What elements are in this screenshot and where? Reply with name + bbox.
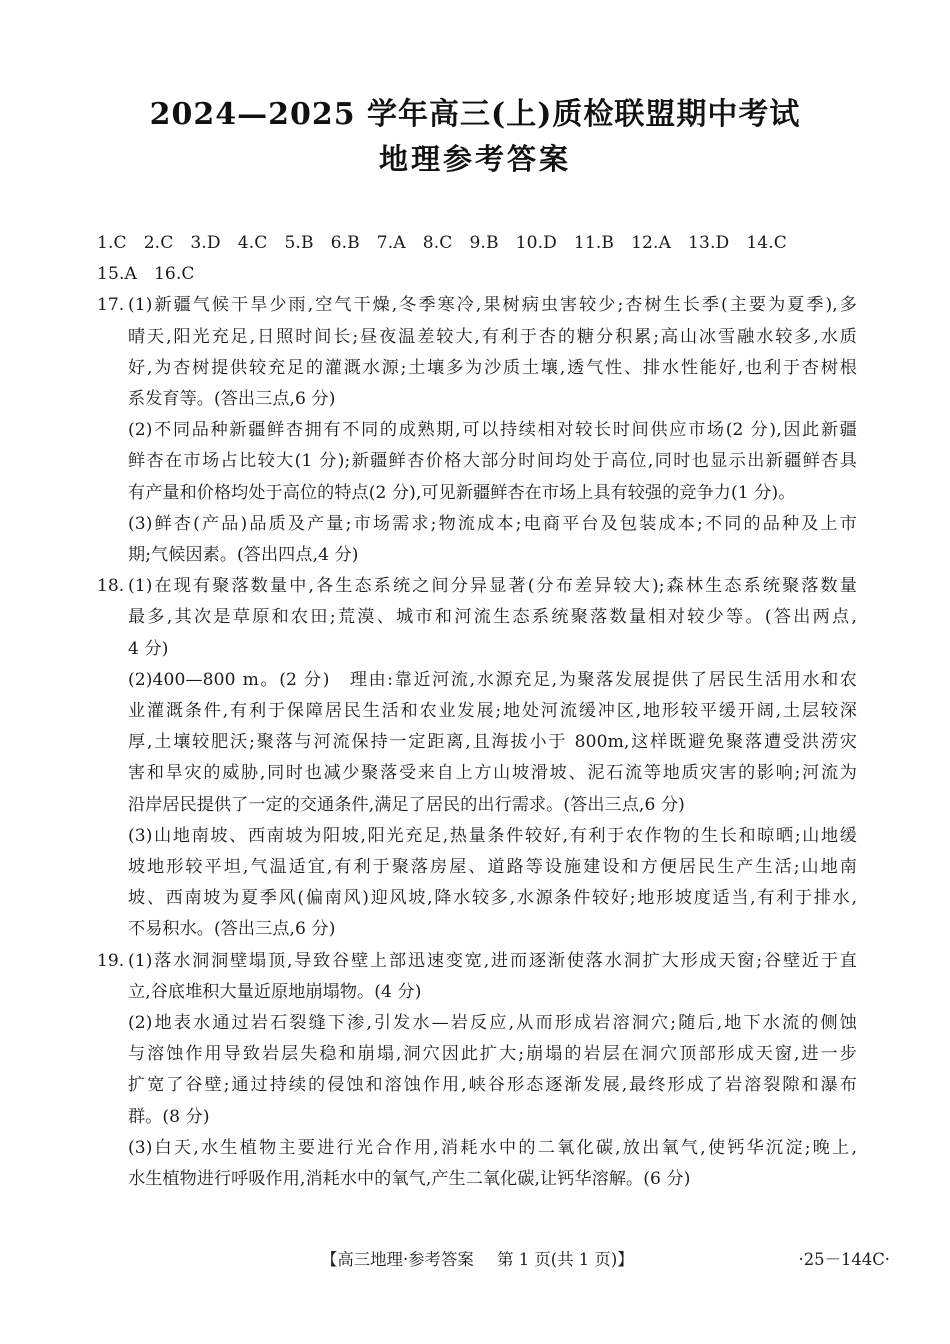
answer-line: 好,为杏树提供较充足的灌溉水源;土壤多为沙质土壤,透气性、排水性能好,也利于杏树根 [128, 357, 857, 378]
sub-question-label: (3) [128, 1137, 153, 1158]
sub-question-label: (1) [128, 295, 153, 316]
answer-text: 鲜杏(产品)品质及产量;市场需求;物流成本;电商平台及包装成本;不同的品种及上市 [152, 513, 857, 534]
sub-question-label: (2) [128, 1013, 153, 1034]
mcq-answer-1: 15.A [97, 264, 137, 285]
mcq-answer-14: 14.C [746, 233, 787, 253]
answer-line: 不易积水。(答出三点,6 分) [128, 919, 336, 940]
sub-question-label: (1) [128, 576, 153, 597]
answer-line [128, 665, 857, 696]
subject-answer-title: 地理参考答案 [378, 141, 571, 176]
mcq-answer-4: 4.C [237, 233, 268, 253]
answer-text: 落水洞洞壁塌顶,导致谷壁上部迅速变宽,进而逐渐使落水洞扩大形成天窗;谷壁近于直 [152, 950, 857, 971]
mcq-answer-5: 5.B [284, 233, 314, 253]
answer-line [128, 571, 857, 602]
essay-answer-list [97, 290, 857, 1195]
answer-content [97, 228, 857, 1195]
answer-text: 地表水通过岩石裂缝下渗,引发水—岩反应,从而形成岩溶洞穴;随后,地下水流的侧蚀 [152, 1013, 857, 1034]
answer-line: 晴天,阳光充足,日照时间长;昼夜温差较大,有利于杏的糖分积累;高山冰雪融水较多,水质 [128, 326, 857, 347]
answer-text: 400—800 m。(2 分) 理由:靠近河流,水源充足,为聚落发展提供了居民生活用水和农 [152, 669, 857, 690]
answer-line: 4 分) [128, 638, 169, 659]
question-block-18 [97, 571, 857, 945]
sub-question-label: (2) [128, 669, 153, 690]
answer-line: 系发育等。(答出三点,6 分) [128, 389, 336, 410]
answer-line: 有产量和价格均处于高位的特点(2 分),可见新疆鲜杏在市场上具有较强的竞争力(1 分)。 [128, 482, 796, 503]
mcq-answer-9: 9.B [469, 233, 499, 253]
mcq-answer-8: 8.C [422, 233, 453, 253]
mcq-answer-2: 2.C [143, 233, 174, 253]
mcq-answer-3: 3.D [190, 233, 221, 253]
answer-line [128, 509, 857, 540]
answer-line: 害和旱灾的威胁,同时也减少聚落受来自上方山坡滑坡、泥石流等地质灾害的影响;河流为 [128, 763, 857, 784]
question-number: 19. [97, 950, 125, 971]
mcq-answer-6: 6.B [330, 233, 360, 253]
mcq-answer-2: 16.C [153, 264, 195, 285]
question-number: 17. [97, 295, 125, 316]
answer-text: 白天,水生植物主要进行光合作用,消耗水中的二氧化碳,放出氧气,使钙华沉淀;晚上, [152, 1137, 857, 1158]
mcq-answer-11: 11.B [573, 233, 615, 253]
mcq-answer-1: 1.C [97, 233, 127, 253]
answer-line: 坡地形较平坦,气温适宜,有利于聚落房屋、道路等设施建设和方便居民生产生活;山地南 [128, 857, 857, 878]
answer-line: 厚,土壤较肥沃;聚落与河流保持一定距离,且海拔小于 800m,这样既避免聚落遭受洪涝灾 [128, 732, 857, 753]
answer-line: 立,谷底堆积大量近原地崩塌物。(4 分) [128, 981, 422, 1002]
answer-text: 山地南坡、西南坡为阳坡,阳光充足,热量条件较好,有利于农作物的生长和晾晒;山地缓 [152, 825, 857, 846]
answer-line [128, 415, 857, 446]
mcq-answers-row-2 [97, 259, 857, 290]
footer-center-text [321, 1247, 634, 1273]
mcq-answer-12: 12.A [631, 233, 672, 253]
answer-line: 业灌溉条件,有利于保障居民生活和农业发展;地处河流缓冲区,地形较平缓开阔,土层较深 [128, 701, 857, 722]
answer-line: 期;气候因素。(答出四点,4 分) [128, 545, 359, 566]
answer-line: 坡、西南坡为夏季风(偏南风)迎风坡,降水较多,水源条件较好;地形坡度适当,有利于排水, [128, 888, 857, 909]
answer-line: 扩宽了谷壁;通过持续的侵蚀和溶蚀作用,峡谷形态逐渐发展,最终形成了岩溶裂隙和瀑布 [128, 1075, 857, 1096]
footer-page-number: 第 1 页(共 1 页)】 [497, 1250, 634, 1269]
answer-text: 不同品种新疆鲜杏拥有不同的成熟期,可以持续相对较长时间供应市场(2 分),因此新疆 [152, 420, 857, 441]
mcq-answer-7: 7.A [376, 233, 406, 253]
sub-question-label: (3) [128, 513, 153, 534]
mcq-answers-row-1 [97, 228, 857, 259]
sub-question-label: (2) [128, 420, 153, 441]
answer-line [128, 946, 857, 977]
answer-text: 新疆气候干旱少雨,空气干燥,冬季寒冷,果树病虫害较少;杏树生长季(主要为夏季),多 [152, 295, 857, 316]
answer-line: 鲜杏在市场占比较大(1 分);新疆鲜杏价格大部分时间均处于高位,同时也显示出新疆鲜杏具 [128, 451, 857, 472]
answer-line [128, 290, 857, 321]
answer-text: 在现有聚落数量中,各生态系统之间分异显著(分布差异较大);森林生态系统聚落数量 [152, 576, 857, 597]
page-footer [97, 1247, 890, 1273]
answer-line: 最多,其次是草原和农田;荒漠、城市和河流生态系统聚落数量相对较少等。(答出两点, [128, 607, 857, 628]
question-block-19 [97, 946, 857, 1196]
mcq-answer-13: 13.D [688, 233, 730, 253]
answer-line [128, 1133, 857, 1164]
question-number: 18. [97, 576, 125, 597]
mcq-answer-10: 10.D [515, 233, 557, 253]
answer-line: 水生植物进行呼吸作用,消耗水中的氧气,产生二氧化碳,让钙华溶解。(6 分) [128, 1169, 691, 1190]
answer-line [128, 821, 857, 852]
document-title-block [0, 0, 950, 178]
exam-title: 2024—2025 学年高三(上)质检联盟期中考试 [149, 97, 801, 132]
footer-subject-label: 【高三地理·参考答案 [321, 1250, 474, 1269]
answer-line: 群。(8 分) [128, 1106, 210, 1127]
answer-line [128, 1008, 857, 1039]
answer-line: 与溶蚀作用导致岩层失稳和崩塌,洞穴因此扩大;崩塌的岩层在洞穴顶部形成天窗,进一步 [128, 1044, 857, 1065]
sub-question-label: (1) [128, 950, 153, 971]
answer-line: 沿岸居民提供了一定的交通条件,满足了居民的出行需求。(答出三点,6 分) [128, 794, 685, 815]
question-block-17 [97, 290, 857, 571]
sub-question-label: (3) [128, 825, 153, 846]
footer-paper-code: ·25－144C· [798, 1250, 890, 1269]
